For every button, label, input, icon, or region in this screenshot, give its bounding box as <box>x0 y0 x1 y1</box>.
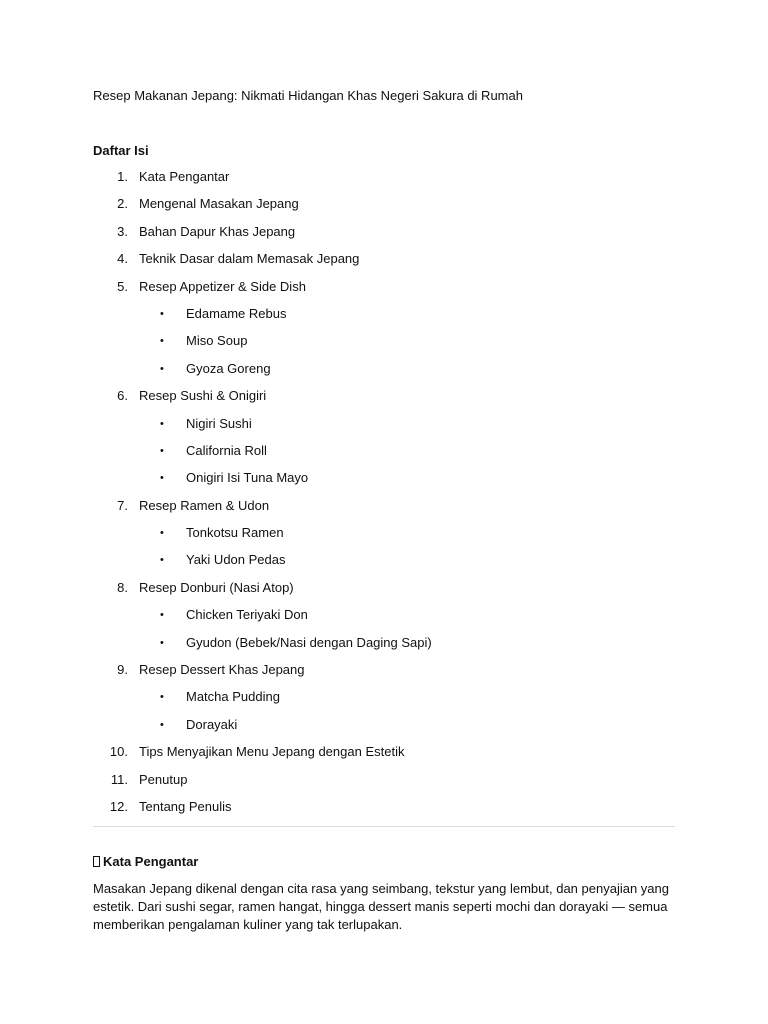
toc-item-number: 12. <box>109 798 128 814</box>
toc-item-number: 6. <box>117 388 128 404</box>
toc-subitem <box>0 633 768 660</box>
toc-item <box>0 578 768 605</box>
section-heading <box>93 853 198 870</box>
toc-subitem <box>0 441 768 468</box>
toc-item-label: Teknik Dasar dalam Memasak Jepang <box>139 251 360 267</box>
toc-item-number: 4. <box>117 251 128 267</box>
toc-item-label: Resep Ramen & Udon <box>139 497 270 513</box>
bullet-icon: • <box>160 444 164 457</box>
toc-item-label: Bahan Dapur Khas Jepang <box>139 223 296 239</box>
toc-item-label: Tentang Penulis <box>139 798 232 814</box>
toc-item-number: 7. <box>117 497 128 513</box>
toc-subitem-label: Miso Soup <box>186 333 248 349</box>
toc-subitem-label: Dorayaki <box>186 716 238 732</box>
bullet-icon: • <box>160 335 164 348</box>
toc-subitem-label: Edamame Rebus <box>186 305 287 321</box>
toc-item-label: Resep Dessert Khas Jepang <box>139 662 305 678</box>
toc-subitem <box>0 414 768 441</box>
bullet-icon: • <box>160 554 164 567</box>
toc-item <box>0 277 768 304</box>
toc-item <box>0 167 768 194</box>
toc-subitem-label: California Roll <box>186 442 267 458</box>
toc-subitem-label: Onigiri Isi Tuna Mayo <box>186 470 309 486</box>
toc-item-label: Kata Pengantar <box>139 169 230 184</box>
toc-item <box>0 797 768 824</box>
bullet-icon: • <box>160 691 164 704</box>
toc-item-number: 8. <box>117 579 128 595</box>
toc-subitem <box>0 715 768 742</box>
toc-item-number: 5. <box>117 278 128 294</box>
toc-item <box>0 194 768 221</box>
toc-subitem <box>0 304 768 331</box>
toc-item <box>0 660 768 687</box>
section-divider <box>93 826 675 827</box>
missing-glyph-icon <box>93 856 100 867</box>
toc-item <box>0 770 768 797</box>
bullet-icon: • <box>160 527 164 540</box>
toc-item-label: Penutup <box>139 771 188 787</box>
toc-item-label: Resep Sushi & Onigiri <box>139 388 267 404</box>
toc-item-label: Tips Menyajikan Menu Jepang dengan Estetik <box>139 744 405 760</box>
toc-subitem <box>0 550 768 577</box>
toc-item-label: Mengenal Masakan Jepang <box>139 196 299 212</box>
toc-item-label: Resep Donburi (Nasi Atop) <box>139 579 294 595</box>
toc-subitem <box>0 523 768 550</box>
bullet-icon: • <box>160 417 164 430</box>
document-title: Resep Makanan Jepang: Nikmati Hidangan Khas Negeri Sakura di Rumah <box>93 88 523 103</box>
bullet-icon: • <box>160 362 164 375</box>
toc-item-label: Resep Appetizer & Side Dish <box>139 278 306 294</box>
toc-item-number: 10. <box>109 744 128 760</box>
toc-subitem-label: Yaki Udon Pedas <box>186 552 286 568</box>
toc-subitem <box>0 468 768 495</box>
bullet-icon: • <box>160 636 164 649</box>
section-heading-text: Kata Pengantar <box>103 854 199 869</box>
toc-item-number: 2. <box>117 196 128 212</box>
toc-item-number: 11. <box>110 771 128 787</box>
toc-item <box>0 496 768 523</box>
toc-item <box>0 249 768 276</box>
toc-item <box>0 222 768 249</box>
table-of-contents <box>0 167 768 824</box>
toc-item-number: 3. <box>117 223 128 239</box>
toc-subitem <box>0 359 768 386</box>
toc-item-number: 9. <box>117 662 128 678</box>
bullet-icon: • <box>160 472 164 485</box>
toc-subitem-label: Tonkotsu Ramen <box>186 525 284 541</box>
toc-subitem <box>0 331 768 358</box>
section-body-text: Masakan Jepang dikenal dengan cita rasa yang seimbang, tekstur yang lembut, dan penyajian yang estetik. Dari sushi segar, ramen hangat, hingga dessert manis seperti mochi dan dorayaki — semua memberikan pengalaman kuliner yang tak terlupakan. <box>93 881 669 932</box>
bullet-icon: • <box>160 609 164 622</box>
bullet-icon: • <box>160 718 164 731</box>
toc-item-number: 1. <box>117 169 128 184</box>
toc-item <box>0 386 768 413</box>
toc-subitem-label: Nigiri Sushi <box>186 415 252 431</box>
toc-subitem-label: Gyudon (Bebek/Nasi dengan Daging Sapi) <box>186 634 432 650</box>
toc-heading: Daftar Isi <box>93 143 149 158</box>
toc-subitem <box>0 687 768 714</box>
toc-item <box>0 742 768 769</box>
toc-subitem-label: Gyoza Goreng <box>186 360 271 376</box>
toc-subitem <box>0 605 768 632</box>
toc-subitem-label: Chicken Teriyaki Don <box>186 607 308 623</box>
toc-subitem-label: Matcha Pudding <box>186 689 280 705</box>
bullet-icon: • <box>160 307 164 320</box>
